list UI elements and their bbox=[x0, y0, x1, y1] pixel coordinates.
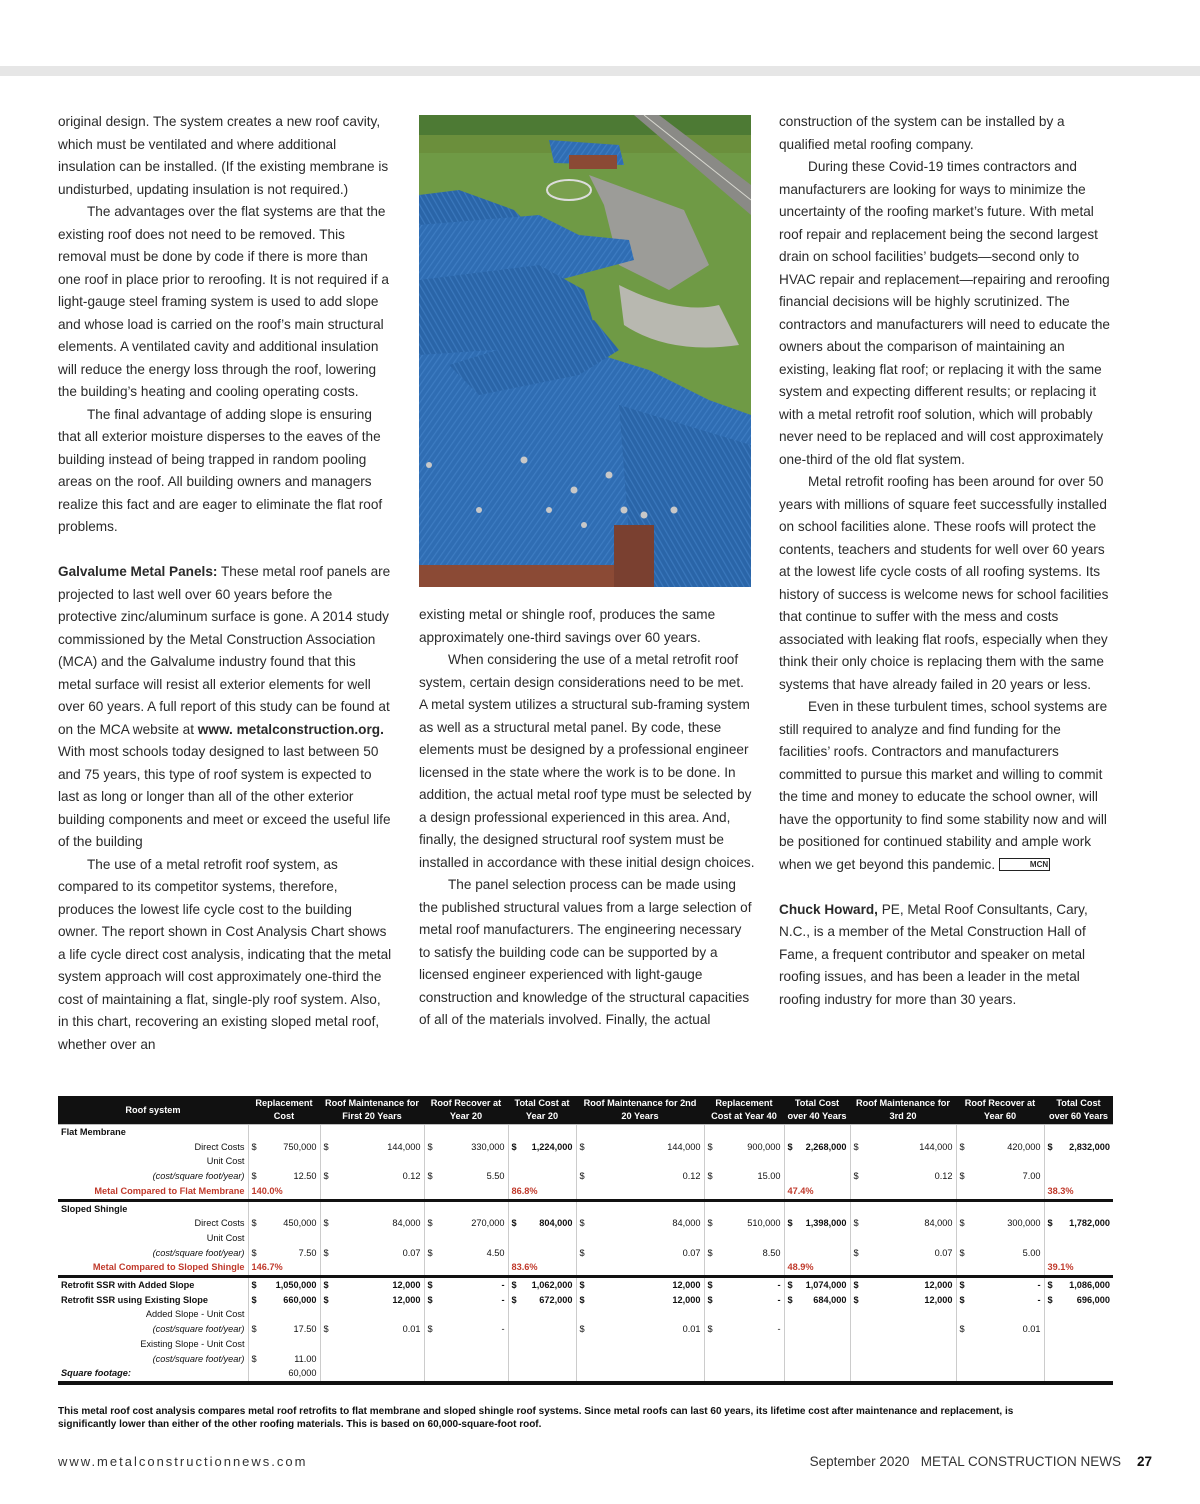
table-row bbox=[58, 1096, 1113, 1125]
table-cell bbox=[704, 1337, 784, 1352]
column-header: Roof Maintenance for 3rd 20 bbox=[850, 1096, 956, 1125]
table-cell: $ 2,268,000 bbox=[784, 1140, 850, 1155]
table-cell: $ - bbox=[704, 1322, 784, 1337]
table-row bbox=[58, 1231, 1113, 1246]
table-cell bbox=[850, 1352, 956, 1367]
table-row bbox=[58, 1216, 1113, 1231]
table-cell bbox=[508, 1366, 576, 1383]
table-row bbox=[58, 1140, 1113, 1155]
comparison-cell bbox=[576, 1260, 704, 1276]
cost-analysis-table bbox=[58, 1096, 1113, 1385]
table-cell: $ 1,224,000 bbox=[508, 1140, 576, 1155]
table-cell bbox=[704, 1154, 784, 1169]
table-cell: $ 0.12 bbox=[576, 1169, 704, 1184]
comparison-cell: 39.1% bbox=[1044, 1260, 1113, 1276]
row-label: Existing Slope - Unit Cost bbox=[140, 1338, 245, 1349]
table-cell bbox=[1044, 1307, 1113, 1322]
comparison-cell: 146.7% bbox=[248, 1260, 320, 1276]
table-cell bbox=[850, 1200, 956, 1216]
table-cell bbox=[424, 1337, 508, 1352]
table-cell bbox=[508, 1337, 576, 1352]
table-cell bbox=[850, 1366, 956, 1383]
row-label: Unit Cost bbox=[206, 1156, 245, 1167]
table-cell bbox=[1044, 1200, 1113, 1216]
table-cell: $ - bbox=[956, 1277, 1044, 1293]
table-cell: $ 11.00 bbox=[248, 1352, 320, 1367]
table-cell: $ 900,000 bbox=[704, 1140, 784, 1155]
table-cell: $ 1,398,000 bbox=[784, 1216, 850, 1231]
paragraph: The use of a metal retrofit roof system, as compared to its competitor systems, therefore, produces the lowest life cycle cost to the building owner. The report shown in Cost Analysis Chart shows a life cycle direct cost analysis, indicating that the metal system approach will cost approximately one-third the cost of maintaining a flat, single-ply roof system. Also, in this chart, recovering an existing sloped metal roof, whether over an bbox=[58, 856, 392, 1052]
table-cell: $ 300,000 bbox=[956, 1216, 1044, 1231]
column-header: Total Cost at Year 20 bbox=[508, 1096, 576, 1125]
table-cell bbox=[956, 1352, 1044, 1367]
table-cell: $ 330,000 bbox=[424, 1140, 508, 1155]
article-column-2 bbox=[419, 604, 755, 1032]
table-cell: $ 450,000 bbox=[248, 1216, 320, 1231]
table-cell bbox=[576, 1231, 704, 1246]
table-cell bbox=[704, 1352, 784, 1367]
table-cell: $ 7.50 bbox=[248, 1246, 320, 1261]
table-cell: $ - bbox=[704, 1293, 784, 1308]
table-cell bbox=[784, 1352, 850, 1367]
table-cell bbox=[850, 1154, 956, 1169]
comparison-cell bbox=[576, 1184, 704, 1200]
table-cell bbox=[956, 1337, 1044, 1352]
table-cell bbox=[704, 1366, 784, 1383]
comparison-cell bbox=[850, 1260, 956, 1276]
paragraph-text: Even in these turbulent times, school systems are still required to analyze and find funding for the facilities’ roofs. Contractors and manufacturers committed to pursue this market and willing to commit the time and money to educate the school owner, will have the opportunity to find some stability now and will be positioned for continued stability and ample work when we get beyond this pandemic. bbox=[779, 699, 1108, 872]
table-cell bbox=[784, 1231, 850, 1246]
table-cell bbox=[784, 1169, 850, 1184]
column-header: Roof Recover at Year 60 bbox=[956, 1096, 1044, 1125]
table-cell bbox=[508, 1322, 576, 1337]
table-cell: $ 696,000 bbox=[1044, 1293, 1113, 1308]
paragraph: original design. The system creates a new roof cavity, which must be ventilated and where additional insulation can be installed. (If the existing membrane is undisturbed, updating insulation is not required.) bbox=[58, 114, 389, 197]
row-label: Metal Compared to Sloped Shingle bbox=[58, 1260, 248, 1276]
table-cell bbox=[320, 1352, 424, 1367]
table-cell bbox=[576, 1366, 704, 1383]
table-cell: $ - bbox=[424, 1322, 508, 1337]
row-label: Metal Compared to Flat Membrane bbox=[58, 1184, 248, 1200]
table-cell bbox=[1044, 1231, 1113, 1246]
table-cell bbox=[576, 1307, 704, 1322]
table-cell bbox=[956, 1231, 1044, 1246]
table-cell bbox=[784, 1337, 850, 1352]
table-cell: $ 8.50 bbox=[704, 1246, 784, 1261]
table-cell: $ 750,000 bbox=[248, 1140, 320, 1155]
table-cell bbox=[508, 1352, 576, 1367]
top-rule bbox=[0, 66, 1200, 76]
comparison-cell: 48.9% bbox=[784, 1260, 850, 1276]
footer-url: www.metalconstructionnews.com bbox=[58, 1454, 308, 1469]
section-label: Sloped Shingle bbox=[58, 1200, 248, 1216]
table-cell bbox=[1044, 1337, 1113, 1352]
table-cell: $ 804,000 bbox=[508, 1216, 576, 1231]
comparison-cell bbox=[320, 1260, 424, 1276]
table-row bbox=[58, 1322, 1113, 1337]
table-row bbox=[58, 1184, 1113, 1200]
table-cell: $ 12,000 bbox=[320, 1277, 424, 1293]
table-cell bbox=[704, 1200, 784, 1216]
table-cell bbox=[424, 1352, 508, 1367]
table-cell bbox=[508, 1231, 576, 1246]
table-cell: $ 15.00 bbox=[704, 1169, 784, 1184]
table-cell: $ 144,000 bbox=[320, 1140, 424, 1155]
table-cell: $ 17.50 bbox=[248, 1322, 320, 1337]
table-cell: $ - bbox=[704, 1277, 784, 1293]
table-cell: $ 660,000 bbox=[248, 1293, 320, 1308]
table-cell bbox=[1044, 1169, 1113, 1184]
paragraph-galvalume bbox=[58, 561, 392, 854]
comparison-cell: 140.0% bbox=[248, 1184, 320, 1200]
article-column-1 bbox=[58, 111, 392, 1056]
table-row bbox=[58, 1277, 1113, 1293]
table-cell bbox=[508, 1200, 576, 1216]
comparison-cell bbox=[956, 1260, 1044, 1276]
author-bio bbox=[779, 899, 1115, 1012]
paragraph-text: These metal roof panels are projected to last well over 60 years before the protective zinc/aluminum surface is gone. A 2014 study commissioned by the Metal Construction Association (MCA) and the Galvalume industry found that this metal surface will resist all exterior elements for well over 60 years. A full report of this study can be found at on the MCA website at bbox=[58, 564, 391, 737]
section-label: Flat Membrane bbox=[58, 1125, 248, 1140]
comparison-cell bbox=[850, 1184, 956, 1200]
author-name: Chuck Howard, bbox=[779, 901, 878, 917]
table-cell bbox=[784, 1125, 850, 1140]
comparison-cell: 86.8% bbox=[508, 1184, 576, 1200]
table-cell: $ 0.12 bbox=[850, 1169, 956, 1184]
table-cell bbox=[248, 1337, 320, 1352]
table-row bbox=[58, 1260, 1113, 1276]
table-cell bbox=[320, 1154, 424, 1169]
table-row bbox=[58, 1154, 1113, 1169]
table-row bbox=[58, 1352, 1113, 1367]
table-cell: $ 7.00 bbox=[956, 1169, 1044, 1184]
paragraph-text: With most schools today designed to last between 50 and 75 years, this type of roof system is expected to last as long or longer than all of the other exterior building components and meet or exceed the useful life of the building bbox=[58, 744, 391, 849]
website-link[interactable]: www. metalconstruction.org. bbox=[197, 721, 384, 737]
table-cell bbox=[320, 1337, 424, 1352]
table-cell bbox=[1044, 1352, 1113, 1367]
table-cell: $ 144,000 bbox=[576, 1140, 704, 1155]
table-cell: $ 144,000 bbox=[850, 1140, 956, 1155]
table-cell bbox=[320, 1200, 424, 1216]
table-cell: $ 420,000 bbox=[956, 1140, 1044, 1155]
table-row bbox=[58, 1337, 1113, 1352]
table-cell bbox=[248, 1125, 320, 1140]
table-cell: $ 12,000 bbox=[576, 1293, 704, 1308]
column-header: Total Cost over 60 Years bbox=[1044, 1096, 1113, 1125]
table-cell bbox=[508, 1154, 576, 1169]
table-cell bbox=[704, 1231, 784, 1246]
table-cell: $ 510,000 bbox=[704, 1216, 784, 1231]
table-cell: $ 1,062,000 bbox=[508, 1277, 576, 1293]
row-label: (cost/square foot/year) bbox=[152, 1324, 245, 1335]
table-cell bbox=[424, 1307, 508, 1322]
comparison-cell: 38.3% bbox=[1044, 1184, 1113, 1200]
column-header: Replacement Cost bbox=[248, 1096, 320, 1125]
table-cell: $ 1,086,000 bbox=[1044, 1277, 1113, 1293]
issue-label: September 2020 METAL CONSTRUCTION NEWS bbox=[809, 1454, 1121, 1469]
table-cell bbox=[424, 1200, 508, 1216]
table-cell bbox=[248, 1231, 320, 1246]
table-cell bbox=[1044, 1322, 1113, 1337]
footer-issue bbox=[810, 1454, 1152, 1469]
table-cell bbox=[784, 1322, 850, 1337]
table-row bbox=[58, 1125, 1113, 1140]
table-cell: $ - bbox=[424, 1293, 508, 1308]
paragraph: The panel selection process can be made using the published structural values from a large selection of metal roof manufacturers. The engineering necessary to satisfy the building code can be supported by a licensed engineer experienced with light-gauge construction and knowledge of the structural capacities of all of the materials involved. Finally, the actual bbox=[419, 877, 752, 1027]
paragraph: Metal retrofit roofing has been around for over 50 years with millions of square feet successfully installed on school facilities alone. These roofs will protect the contents, teachers and students for well over 60 years at the lowest life cycle costs of all roofing systems. Its history of success is welcome news for school facilities that continue to suffer with the mess and costs associated with leaking flat roofs, especially when they think their only choice is replacing them with the same systems that have already failed in 20 years or less. bbox=[779, 474, 1109, 692]
table-cell bbox=[850, 1231, 956, 1246]
table-cell bbox=[1044, 1125, 1113, 1140]
table-cell bbox=[956, 1200, 1044, 1216]
column-header: Roof Maintenance for 2nd 20 Years bbox=[576, 1096, 704, 1125]
table-cell bbox=[784, 1246, 850, 1261]
paragraph: The final advantage of adding slope is ensuring that all exterior moisture disperses to the eaves of the building instead of being trapped in random pooling areas on the roof. All building owners and managers realize this fact and are eager to eliminate the flat roof problems. bbox=[58, 406, 383, 534]
paragraph: When considering the use of a metal retrofit roof system, certain design considerations need to be met. A metal system utilizes a structural sub-framing system as well as a structural metal panel. By code, these elements must be designed by a professional engineer licensed in the state where the work is to be done. In addition, the actual metal roof type must be selected by a design professional experienced in this area. And, finally, the designed structural roof system must be installed in accordance with these initial design choices. bbox=[419, 652, 755, 870]
table-cell bbox=[1044, 1154, 1113, 1169]
table-cell: $ 1,050,000 bbox=[248, 1277, 320, 1293]
table-row bbox=[58, 1200, 1113, 1216]
table-cell bbox=[576, 1200, 704, 1216]
table-cell: $ 12,000 bbox=[320, 1293, 424, 1308]
table-cell: $ 270,000 bbox=[424, 1216, 508, 1231]
table-cell bbox=[956, 1307, 1044, 1322]
table-cell bbox=[784, 1154, 850, 1169]
column-header: Replacement Cost at Year 40 bbox=[704, 1096, 784, 1125]
table-cell: $ 84,000 bbox=[320, 1216, 424, 1231]
table-cell: $ 84,000 bbox=[576, 1216, 704, 1231]
table-cell: $ 5.50 bbox=[424, 1169, 508, 1184]
table-cell: $ 684,000 bbox=[784, 1293, 850, 1308]
section-heading: Galvalume Metal Panels: bbox=[58, 564, 218, 579]
table-cell bbox=[576, 1352, 704, 1367]
page-number: 27 bbox=[1136, 1454, 1152, 1469]
comparison-cell: 47.4% bbox=[784, 1184, 850, 1200]
table-cell bbox=[850, 1125, 956, 1140]
row-label: Direct Costs bbox=[194, 1141, 245, 1152]
table-cell: $ - bbox=[424, 1277, 508, 1293]
table-cell bbox=[956, 1154, 1044, 1169]
table-cell bbox=[850, 1322, 956, 1337]
table-cell: $ 84,000 bbox=[850, 1216, 956, 1231]
table-row bbox=[58, 1307, 1113, 1322]
table-cell bbox=[248, 1154, 320, 1169]
table-cell bbox=[704, 1307, 784, 1322]
table-cell: $ - bbox=[956, 1293, 1044, 1308]
author-bio-text: PE, Metal Roof Consultants, Cary, N.C., is a member of the Metal Construction Hall of Fame, a frequent contributor and speaker on metal roofing issues, and has been a leader in the metal roofing industry for more than 30 years. bbox=[779, 901, 1088, 1007]
comparison-cell: 83.6% bbox=[508, 1260, 576, 1276]
paragraph: During these Covid-19 times contractors and manufacturers are looking for ways to minimize the uncertainty of the roofing market’s future. With metal roof repair and replacement being the second largest drain on school facilities’ budgets—second only to HVAC repair and replacement—repairing and reroofing financial decisions will be highly scrutinized. The contractors and manufacturers will need to educate the owners about the comparison of maintaining an existing, leaking flat roof; or replacing it with the same system and expecting different results; or replacing it with a metal retrofit roof solution, which will probably never need to be replaced and will cost approximately one-third of the old flat system. bbox=[779, 159, 1110, 467]
table-cell: $ 0.07 bbox=[850, 1246, 956, 1261]
table-cell bbox=[576, 1125, 704, 1140]
table-cell bbox=[424, 1125, 508, 1140]
column-header: Total Cost over 40 Years bbox=[784, 1096, 850, 1125]
table-cell bbox=[784, 1366, 850, 1383]
table-cell bbox=[784, 1307, 850, 1322]
table-cell: $ 0.01 bbox=[956, 1322, 1044, 1337]
table-cell bbox=[248, 1200, 320, 1216]
row-label: (cost/square foot/year) bbox=[152, 1247, 245, 1258]
table-cell bbox=[956, 1366, 1044, 1383]
table-cell: $ 672,000 bbox=[508, 1293, 576, 1308]
table-cell bbox=[320, 1366, 424, 1383]
table-cell bbox=[508, 1169, 576, 1184]
table-cell: $ 4.50 bbox=[424, 1246, 508, 1261]
table-caption: This metal roof cost analysis compares metal roof retrofits to flat membrane and sloped shingle roof systems. Since metal roofs can last 60 years, its lifetime cost after maintenance and replacement, is significantly lower than either of the other roofing materials. This is based on 60,000-square-foot roof. bbox=[58, 1406, 1014, 1430]
table-cell: $ 0.07 bbox=[320, 1246, 424, 1261]
table-row bbox=[58, 1246, 1113, 1261]
table-cell bbox=[850, 1337, 956, 1352]
column-header: Roof Recover at Year 20 bbox=[424, 1096, 508, 1125]
paragraph bbox=[779, 696, 1115, 876]
table-cell bbox=[248, 1307, 320, 1322]
row-label: Added Slope - Unit Cost bbox=[145, 1309, 245, 1320]
end-mark-logo: MCN bbox=[999, 858, 1050, 871]
table-cell: $ 5.00 bbox=[956, 1246, 1044, 1261]
row-label: (cost/square foot/year) bbox=[152, 1171, 245, 1182]
table-cell bbox=[424, 1231, 508, 1246]
table-cell bbox=[424, 1154, 508, 1169]
table-cell: $ 12,000 bbox=[850, 1293, 956, 1308]
comparison-cell bbox=[320, 1184, 424, 1200]
table-cell bbox=[1044, 1366, 1113, 1383]
article-column-3 bbox=[779, 111, 1115, 1011]
table-cell bbox=[784, 1200, 850, 1216]
table-cell bbox=[508, 1125, 576, 1140]
column-header: Roof Maintenance for First 20 Years bbox=[320, 1096, 424, 1125]
paragraph: construction of the system can be installed by a qualified metal roofing company. bbox=[779, 114, 1065, 152]
table-cell bbox=[576, 1154, 704, 1169]
comparison-cell bbox=[424, 1260, 508, 1276]
row-label: Retrofit SSR with Added Slope bbox=[61, 1280, 195, 1291]
paragraph: existing metal or shingle roof, produces the same approximately one-third savings over 60 years. bbox=[419, 607, 716, 645]
table-cell bbox=[320, 1125, 424, 1140]
comparison-cell bbox=[704, 1260, 784, 1276]
table-cell: $ 0.12 bbox=[320, 1169, 424, 1184]
column-header: Roof system bbox=[58, 1096, 248, 1125]
aerial-roof-photo bbox=[419, 115, 751, 587]
table-cell: $ 2,832,000 bbox=[1044, 1140, 1113, 1155]
row-label: Retrofit SSR using Existing Slope bbox=[61, 1294, 209, 1305]
table-cell: $ 1,074,000 bbox=[784, 1277, 850, 1293]
table-cell bbox=[508, 1246, 576, 1261]
table-row bbox=[58, 1293, 1113, 1308]
table-cell: $ 0.07 bbox=[576, 1246, 704, 1261]
table-row bbox=[58, 1366, 1113, 1383]
table-cell bbox=[850, 1307, 956, 1322]
table-row bbox=[58, 1169, 1113, 1184]
comparison-cell bbox=[424, 1184, 508, 1200]
table-cell bbox=[424, 1366, 508, 1383]
table-cell: $ 0.01 bbox=[576, 1322, 704, 1337]
table-cell bbox=[1044, 1246, 1113, 1261]
row-label: (cost/square foot/year) bbox=[152, 1353, 245, 1364]
table-cell: $ 0.01 bbox=[320, 1322, 424, 1337]
table-cell: 60,000 bbox=[248, 1366, 320, 1383]
table-cell: $ 12,000 bbox=[850, 1277, 956, 1293]
table-cell: $ 1,782,000 bbox=[1044, 1216, 1113, 1231]
row-label: Unit Cost bbox=[206, 1232, 245, 1243]
paragraph: The advantages over the flat systems are that the existing roof does not need to be removed. This removal must be done by code if there is more than one roof in place prior to reroofing. It is not required if a light-gauge steel framing system is used to add slope and whose load is carried on the roof’s main structural elements. A ventilated cavity and additional insulation will reduce the energy loss through the roof, lowering the building’s heating and cooling operating costs. bbox=[58, 204, 389, 399]
comparison-cell bbox=[956, 1184, 1044, 1200]
table-cell bbox=[956, 1125, 1044, 1140]
table-cell bbox=[320, 1231, 424, 1246]
comparison-cell bbox=[704, 1184, 784, 1200]
table-cell bbox=[508, 1307, 576, 1322]
row-label: Square footage: bbox=[58, 1366, 248, 1383]
table-cell bbox=[704, 1125, 784, 1140]
table-cell bbox=[320, 1307, 424, 1322]
table-cell bbox=[576, 1337, 704, 1352]
row-label: Direct Costs bbox=[194, 1218, 245, 1229]
table-cell: $ 12.50 bbox=[248, 1169, 320, 1184]
table-cell: $ 12,000 bbox=[576, 1277, 704, 1293]
